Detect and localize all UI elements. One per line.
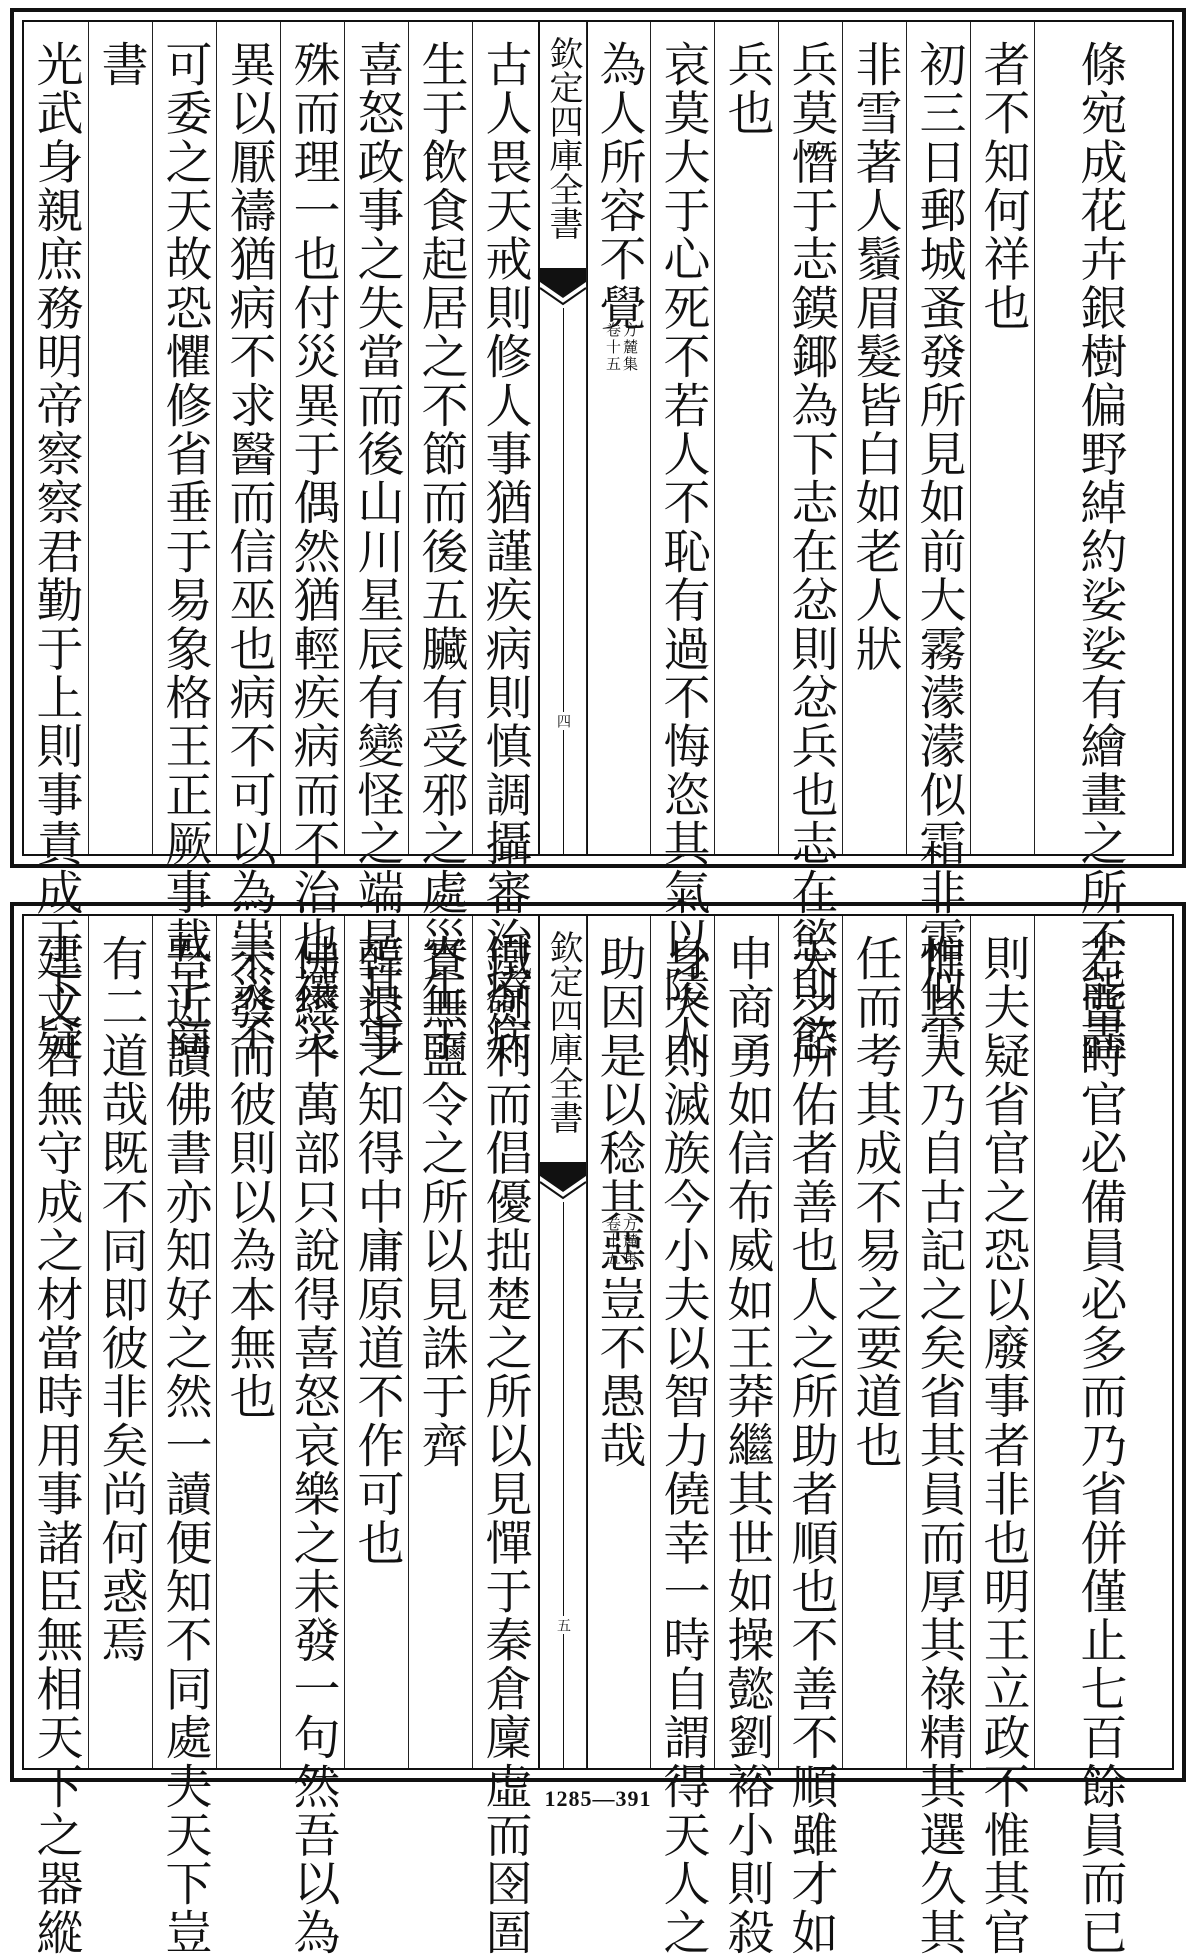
text-column: 為人所容不覺 — [586, 22, 651, 854]
text-column: 殊而理一也付災異于偶然猶輕疾病而不治也禳災 — [280, 22, 345, 854]
text-column: 韓退之知得中庸原道不作可也 — [344, 916, 409, 1768]
text-column: 兵莫憯于志鏌鎁為下志在忿則忿兵也志在慾則慾 — [778, 22, 843, 854]
text-column: 書 — [88, 22, 153, 854]
text-column: 佛經千萬部只說得喜怒哀樂之未發一句然吾以為 — [280, 916, 345, 1768]
text-column: 哀莫大于心死不若人不恥有過不悔恣其氣以陵人 — [650, 22, 715, 854]
text-column: 者不知何祥也 — [970, 22, 1035, 854]
top-page-panel — [10, 8, 1186, 1063]
text-column: 鐵劍利而倡優拙楚之所以見憚于秦倉廩虛而囹圄 — [472, 916, 537, 1768]
fishtail-mark-icon — [540, 268, 586, 308]
collection-name: 方麓集 — [621, 322, 639, 373]
top-page-frame — [22, 20, 1174, 1063]
fold-line — [563, 308, 564, 854]
text-column: 異以厭禱猶病不求醫而信巫也病不可以為祟災不 — [216, 22, 281, 854]
text-column: 助因是以稔其惡豈不愚哉 — [586, 916, 651, 1768]
text-column: 惟其人乃自古記之矣省其員而厚其祿精其選久其 — [906, 916, 971, 1768]
text-column: 申商勇如信布威如王莽繼其世如操懿劉裕小則殺 — [714, 916, 779, 1768]
text-column: 兵也 — [714, 22, 779, 854]
volume-number: 卷十五 — [604, 322, 622, 373]
leaf-number: 四 — [555, 714, 571, 728]
text-column: 則夫疑省官之恐以廢事者非也明王立政不惟其官 — [970, 916, 1035, 1768]
text-column: 初三日郵城蚤發所見如前大霧濛濛似霜非霜似雪 — [906, 22, 971, 854]
book-title: 欽定四庫全書 — [543, 930, 583, 1134]
text-column: 條宛成花卉銀樹偏野綽約娑娑有繪畫之所不能盡 — [1034, 22, 1165, 854]
text-column: 有二道哉既不同即彼非矣尚何惑焉 — [88, 916, 153, 1768]
fold-line — [563, 1202, 564, 1768]
text-column: 天之所佑者善也人之所助者順也不善不順雖才如 — [778, 916, 843, 1768]
text-column: 未發而彼則以為本無也 — [216, 916, 281, 1768]
text-column: 身大則滅族今小夫以智力僥幸一時自謂得天人之 — [650, 916, 715, 1768]
text-column: 非雪著人鬚眉髮皆白如老人狀 — [842, 22, 907, 854]
fishtail-mark-icon — [540, 1162, 586, 1202]
leaf-number: 五 — [555, 1618, 571, 1632]
text-column: 建文君無守成之材當時用事諸臣無相天下之器縱 — [28, 934, 84, 1957]
collection-name: 方麓集 — [621, 1216, 639, 1267]
text-column: 可委之天故恐懼修省垂于易象格王正厥事載于商 — [152, 22, 217, 854]
page-number: 1285—391 — [544, 1786, 652, 1811]
text-column: 若當時官必備員必多而乃省併僅止七百餘員而已 — [1034, 916, 1165, 1768]
volume-number: 卷十五 — [604, 1216, 622, 1267]
book-title: 欽定四庫全書 — [543, 36, 583, 240]
text-column: 吾近讀佛書亦知好之然一讀便知不同處夫天下豈 — [152, 916, 217, 1768]
text-column: 光武身親庶務明帝察察君勤于上則事責成于下疑 — [28, 40, 84, 1063]
text-column: 喜怒政事之失當而後山川星辰有變怪之端是其事 — [344, 22, 409, 854]
text-column: 實無鹽令之所以見誅于齊 — [408, 916, 473, 1768]
text-column: 生于飲食起居之不節而後五臟有受邪之處災生于 — [408, 22, 473, 854]
text-column: 任而考其成不易之要道也 — [842, 916, 907, 1768]
text-column: 古人畏天戒則修人事猶謹疾病則慎調攝審治療病 — [472, 22, 537, 854]
